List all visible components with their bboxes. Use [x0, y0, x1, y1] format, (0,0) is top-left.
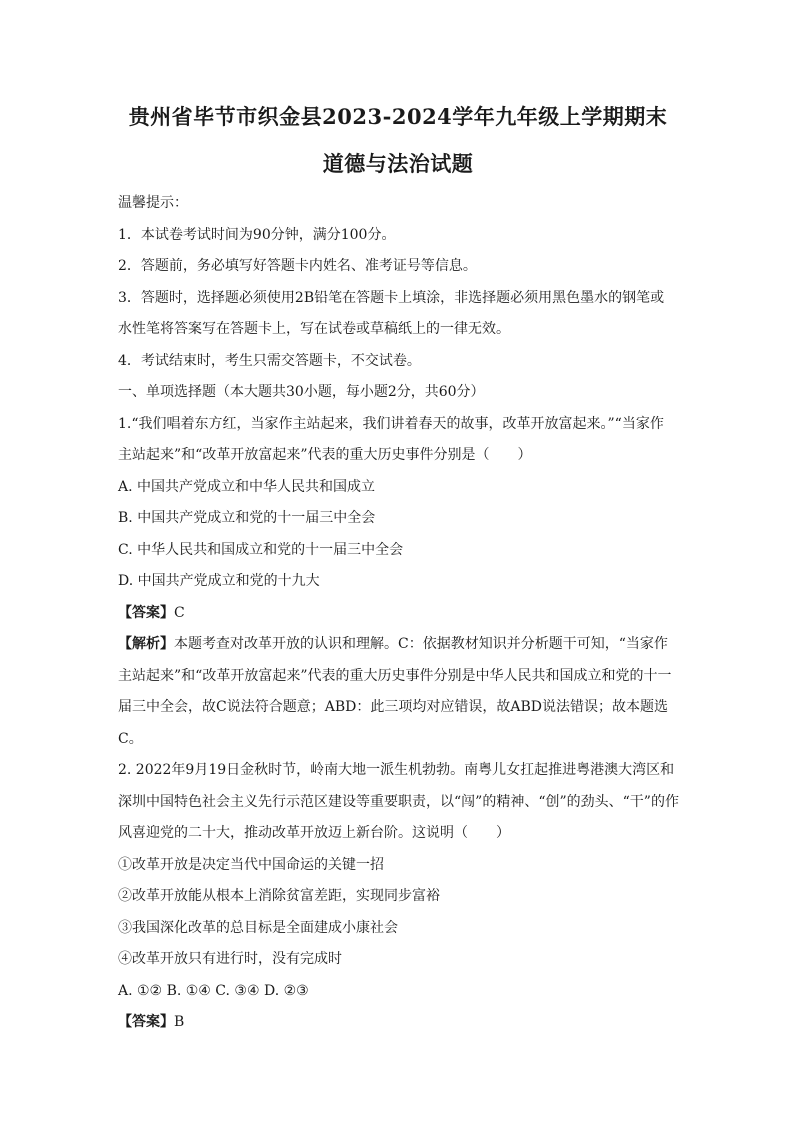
q1-analysis-label: 【解析】	[118, 636, 174, 652]
q1-answer-value: C	[174, 604, 185, 621]
q2-statement-1: ①改革开放是决定当代中国命运的关键一招	[118, 856, 384, 873]
q1-stem-line2: 主站起来”和“改革开放富起来”代表的重大历史事件分别是（ ）	[118, 447, 532, 463]
q1-option-c: C. 中华人民共和国成立和党的十一届三中全会	[118, 541, 404, 558]
document-page	[118, 100, 678, 1039]
q1-analysis-line4: C。	[118, 730, 143, 747]
q1-option-a: A. 中国共产党成立和中华人民共和国成立	[118, 478, 376, 495]
q1-analysis-line1	[118, 629, 678, 661]
q2-stem-line1: 2. 2022年9月19日金秋时节，岭南大地一派生机勃勃。南粤儿女扛起推进粤港澳大湾区和	[118, 762, 675, 778]
q2-stem-line2: 深圳中国特色社会主义先行示范区建设等重要职责，以“闯”的精神、“创”的劲头、“干”的作	[118, 793, 679, 810]
q1-answer-label: 【答案】	[118, 604, 174, 621]
notice-item-3-line1: 3．答题时，选择题必须使用2B铅笔在答题卡上填涂，非选择题必须用黑色墨水的钢笔或	[118, 289, 665, 306]
q2-statement-4: ④改革开放只有进行时，没有完成时	[118, 951, 342, 967]
q1-analysis-text-1: 本题考查对改革开放的认识和理解。C：依据教材知识并分析题干可知，“当家作	[174, 636, 668, 652]
q1-stem-line1: 1.“我们唱着东方红，当家作主站起来，我们讲着春天的故事，改革开放富起来。”“当家作	[118, 415, 664, 432]
page-title-line1: 贵州省毕节市织金县2023-2024学年九年级上学期期末	[128, 104, 668, 129]
notice-item-3-line2: 水性笔将答案写在答题卡上，写在试卷或草稿纸上的一律无效。	[118, 321, 510, 337]
q1-option-b: B. 中国共产党成立和党的十一届三中全会	[118, 510, 376, 526]
q2-statement-2: ②改革开放能从根本上消除贫富差距，实现同步富裕	[118, 888, 440, 904]
q1-answer	[118, 598, 678, 630]
q2-stem-line3: 风喜迎党的二十大，推动改革开放迈上新台阶。这说明（ ）	[118, 825, 510, 841]
q2-answer-value: B	[174, 1014, 185, 1030]
page-title-line2: 道德与法治试题	[322, 151, 474, 176]
q2-statement-3: ③我国深化改革的总目标是全面建成小康社会	[118, 919, 398, 936]
notice-item-4: 4．考试结束时，考生只需交答题卡，不交试卷。	[118, 352, 421, 369]
q2-options: A. ①② B. ①④ C. ③④ D. ②③	[118, 982, 309, 999]
q2-answer	[118, 1007, 678, 1039]
q1-option-d: D. 中国共产党成立和党的十九大	[118, 573, 320, 589]
q2-answer-label: 【答案】	[118, 1014, 174, 1030]
q1-analysis-line2: 主站起来”和“改革开放富起来”代表的重大历史事件分别是中华人民共和国成立和党的十一	[118, 667, 672, 684]
section-heading: 一、单项选择题（本大题共30小题，每小题2分，共60分）	[118, 384, 485, 400]
notice-item-2: 2．答题前，务必填写好答题卡内姓名、准考证号等信息。	[118, 258, 477, 274]
notice-heading: 温馨提示：	[118, 195, 188, 211]
notice-item-1: 1．本试卷考试时间为90分钟，满分100分。	[118, 226, 396, 243]
q1-analysis-line3: 届三中全会，故C说法符合题意；ABD：此三项均对应错误，故ABD说法错误；故本题选	[118, 699, 668, 715]
